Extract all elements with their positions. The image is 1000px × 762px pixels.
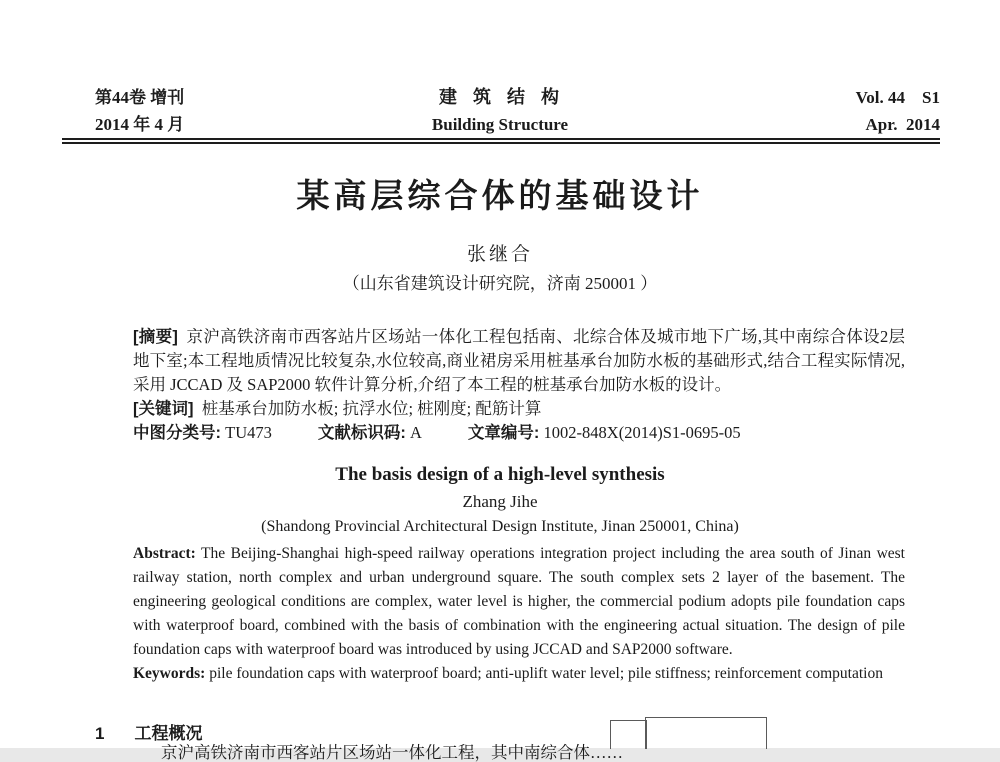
article-title-en: The basis design of a high-level synthesis: [335, 464, 665, 485]
journal-date-cn: 2014 年 4 月: [95, 115, 185, 134]
doc-code-value: A: [410, 423, 422, 442]
keywords-en-line: [133, 662, 905, 686]
abstract-cn-label: [摘要]: [133, 328, 178, 346]
keywords-cn-text: 桩基承台加防水板; 抗浮水位; 桩刚度; 配筋计算: [201, 399, 542, 418]
abstract-en-label: Abstract:: [133, 545, 196, 562]
keywords-en-label: Keywords:: [133, 665, 206, 682]
clc-value: TU473: [225, 423, 272, 442]
journal-title-en: Building Structure: [431, 115, 569, 134]
figure-rect-small: [610, 720, 647, 749]
english-abstract-block: [133, 542, 905, 686]
abstract-en-text: The Beijing-Shanghai high-speed railway operations integration project including the area south of Jinan west railway station, north complex and urban underground square. The south complex sets 2 layer of the basement. The engineering geological conditions are complex, water level is higher, the commercial podium adopts pile foundation caps with waterproof board, combined with the basis of combination with the engineering actual situation. The design of pile foundation caps with waterproof board was introduced by using JCCAD and SAP2000 software.: [133, 545, 905, 658]
header-double-rule: [62, 138, 940, 144]
classification-line: [133, 421, 905, 445]
article-title-cn: 某高层综合体的基础设计: [296, 179, 704, 215]
section-1-heading: [95, 719, 202, 744]
journal-header-right: [856, 84, 940, 138]
article-id-label: 文章编号:: [467, 424, 540, 442]
abstract-cn-text: 京沪高铁济南市西客站片区场站一体化工程包括南、北综合体及城市地下广场,其中南综合体设2层地下室;本工程地质情况比较复杂,水位较高,商业裙房采用桩基承台加防水板的基础形式,结合工程实际情况,采用 JCCAD 及 SAP2000 软件计算分析,介绍了本工程的桩基承台加防水板的设计。: [133, 327, 906, 394]
author-cn: 张继合: [466, 244, 533, 265]
partial-body-text-clipped: 京沪高铁济南市西客站片区场站一体化工程，其中南综合体……: [161, 743, 623, 762]
figure-rect-large: [645, 717, 767, 749]
abstract-cn-paragraph: [133, 325, 905, 397]
keywords-cn-label: [关键词]: [133, 400, 194, 418]
keywords-cn-line: [133, 397, 905, 421]
affiliation-cn: （山东省建筑设计研究院，济南 250001 ）: [342, 274, 658, 293]
journal-volume-en: Vol. 44 S1: [855, 88, 940, 107]
author-en: Zhang Jihe: [462, 492, 538, 511]
clc-label: 中图分类号:: [133, 424, 221, 442]
keywords-en-text: pile foundation caps with waterproof board; anti-uplift water level; pile stiffness; reinforcement computation: [209, 665, 883, 682]
doc-code-label: 文献标识码:: [317, 424, 406, 442]
section-1-title: 工程概况: [134, 724, 203, 743]
article-id-value: 1002-848X(2014)S1-0695-05: [543, 423, 741, 442]
chinese-abstract-block: [133, 325, 905, 445]
journal-title-cn: 建 筑 结 构: [438, 87, 561, 107]
journal-header-center: [0, 84, 1000, 138]
affiliation-en: (Shandong Provincial Architectural Design Institute, Jinan 250001, China): [261, 518, 739, 535]
abstract-en-paragraph: [133, 542, 905, 662]
journal-date-en: Apr. 2014: [865, 115, 940, 134]
journal-volume-cn: 第44卷 增刊: [95, 88, 185, 107]
section-1-number: 1: [95, 724, 105, 743]
